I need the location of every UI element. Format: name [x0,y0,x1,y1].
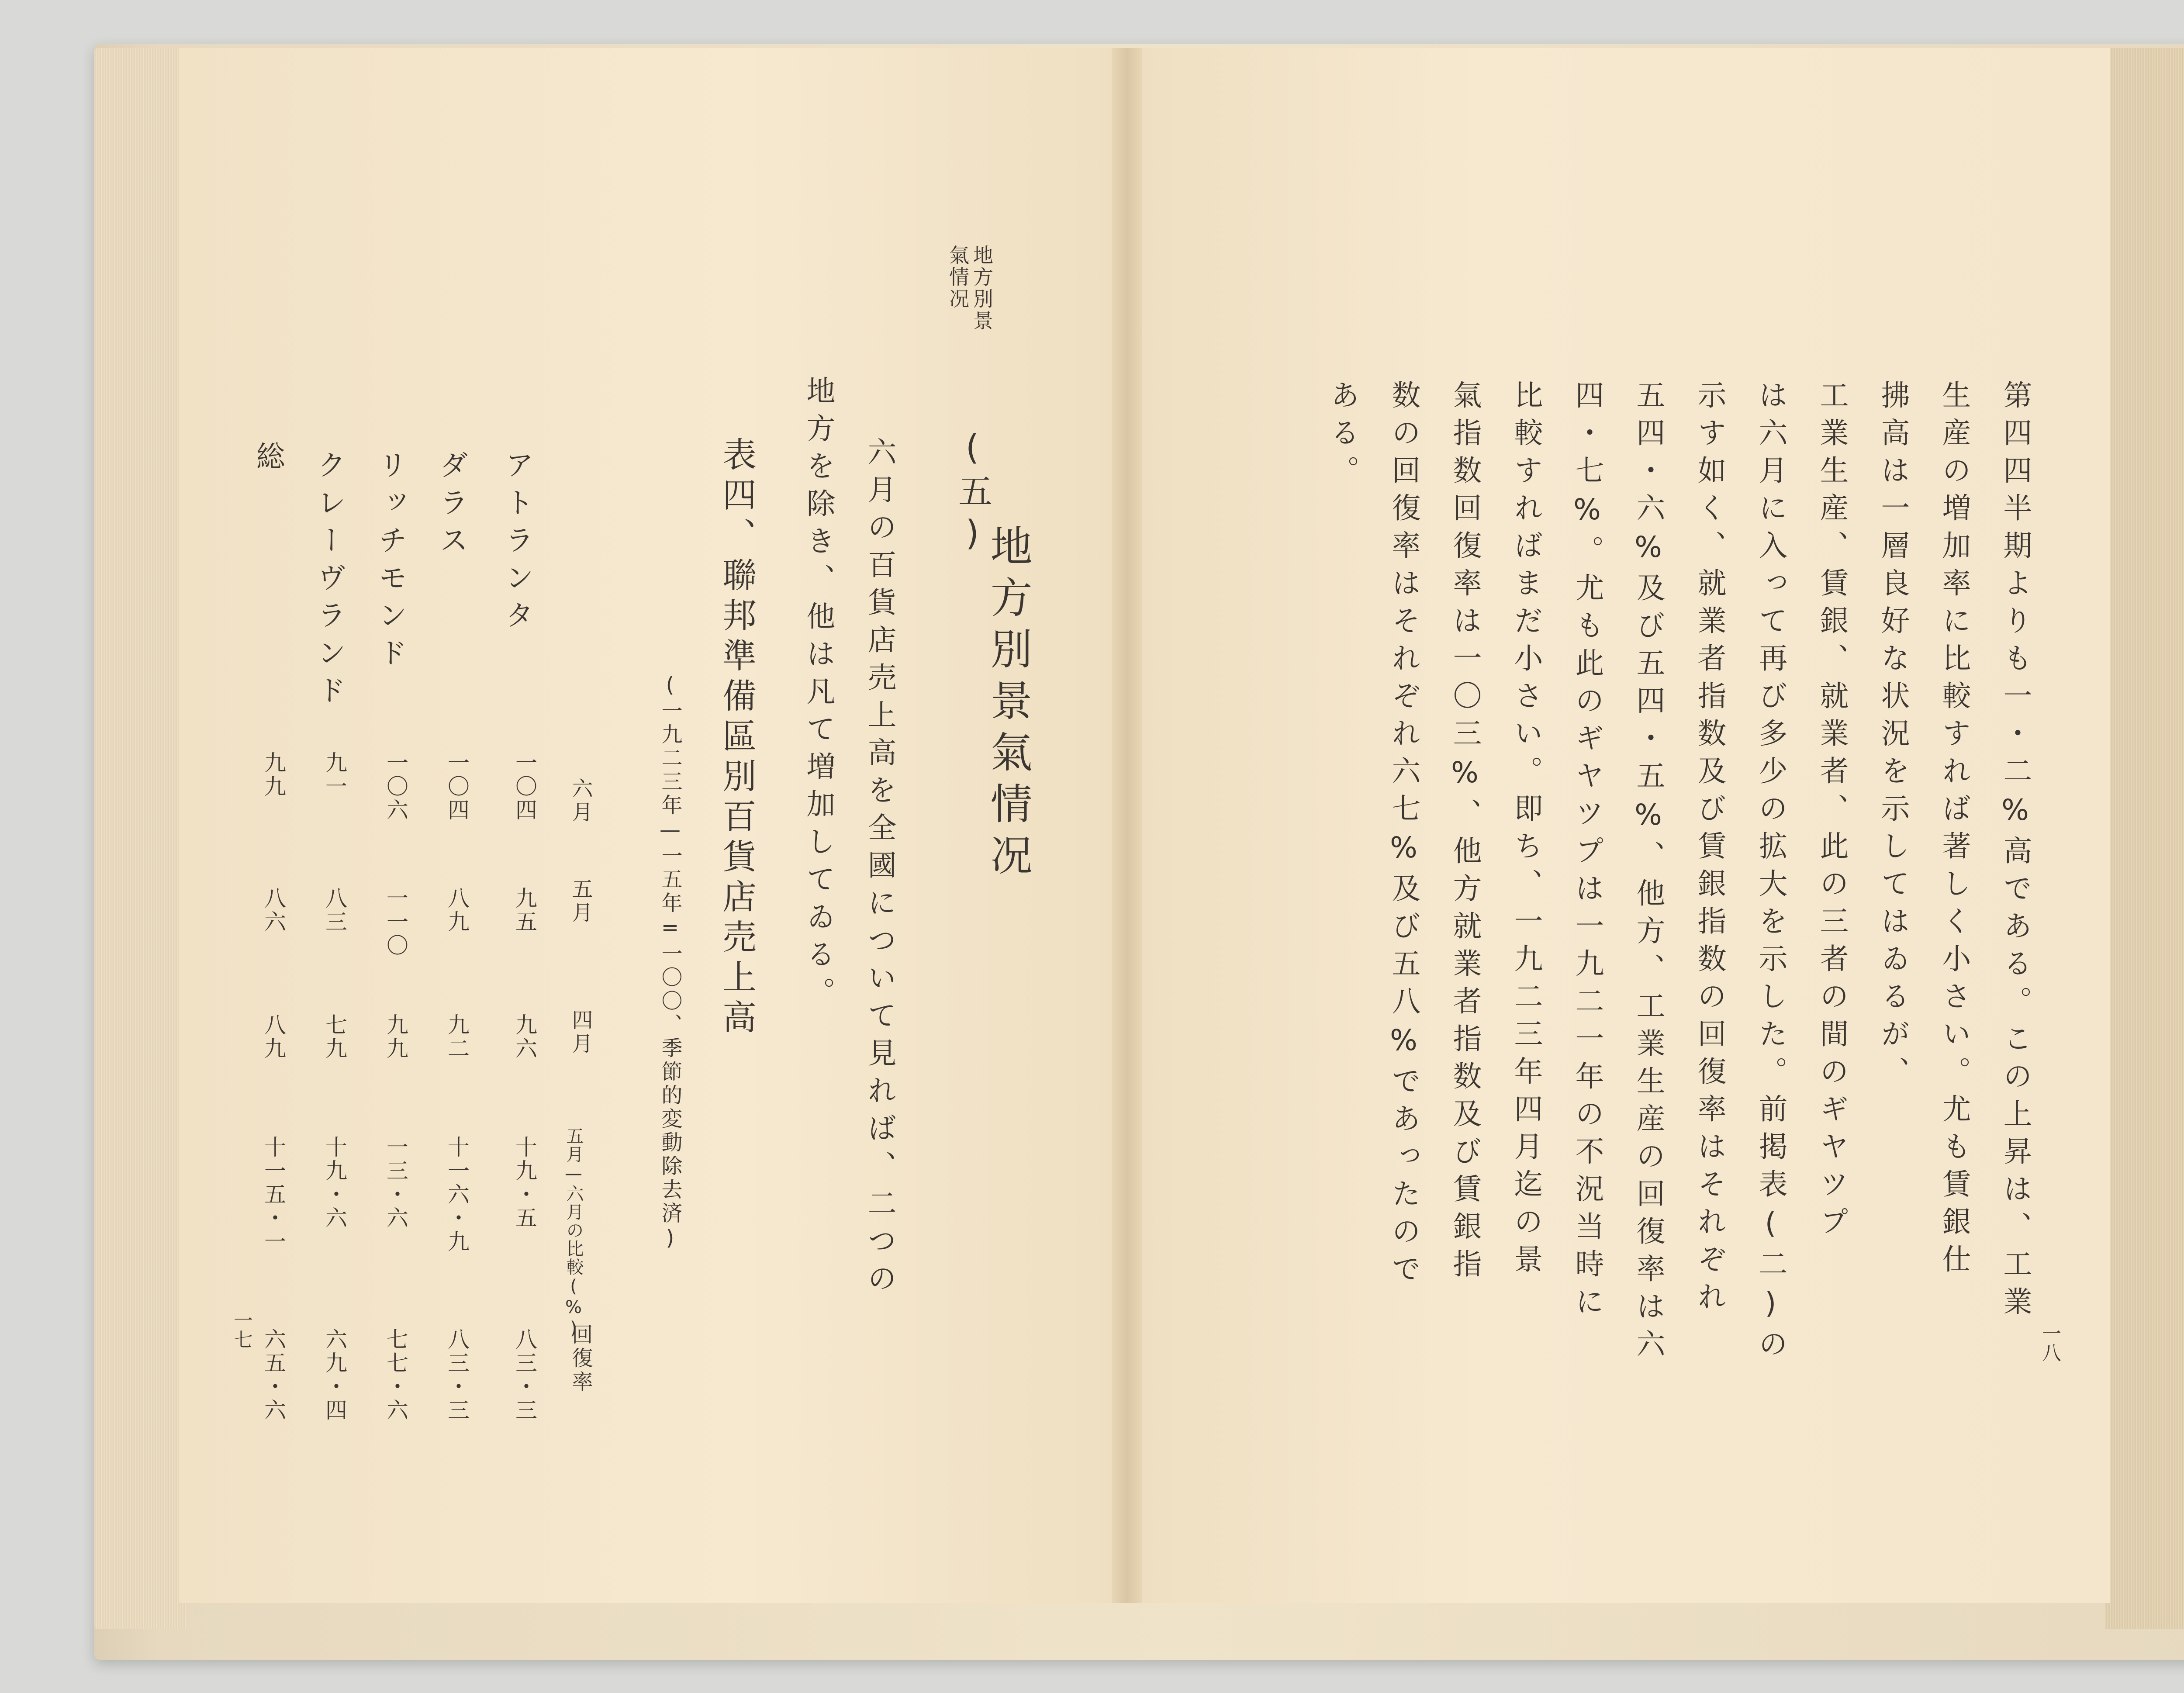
body-line-4: 工業生産、賃銀、就業者、此の三者の間のギヤツプ [1815,380,1849,1244]
table-subtitle: (一九二三年—一五年=一〇〇、季節的変動除去済) [658,673,682,1253]
body-line-11: 数の回復率はそれぞれ六七%及び五八%であったので [1387,380,1420,1291]
table-title: 表四、聯邦準備區別百貨店売上高 [717,437,756,1040]
table-cell: 一一〇 [383,887,408,957]
table-row-region: 総 [251,441,285,479]
body-line-1: 第四四半期よりも一・二%高である。この上昇は、工業 [1998,380,2032,1324]
table-cell: 十一六・九 [444,1136,470,1254]
table-cell: 八六 [261,887,286,934]
body-line-5: は六月に入って再び多少の拡大を示した。前掲表(二)の [1754,380,1787,1366]
body-line-12: ある。 [1326,380,1359,493]
table-cell: 九九 [383,1013,408,1061]
table-cell: 九九 [261,751,286,798]
table-cell: 九五 [512,887,537,934]
book-gutter [1112,48,1142,1603]
table-cell: 六九・四 [322,1328,347,1422]
paragraph-line-1: 六月の百貨店売上高を全國について見れば、二つの [863,437,896,1301]
table-cell: 一〇六 [383,751,408,822]
page-edges-left [94,48,186,1629]
table-header-may: 五月 [568,878,593,925]
margin-note-line-1: 地方別景 [970,245,994,332]
table-cell: 一〇四 [512,751,537,822]
table-cell: 一三・六 [383,1136,408,1230]
table-row-region: ダラス [435,450,468,563]
table-row-region: リッチモンド [373,450,407,675]
body-line-10: 氣指数回復率は一〇三%、他方就業者指数及び賃銀指 [1448,380,1482,1286]
body-line-8: 四・七%。尤も此のギヤツプは一九二一年の不況当時に [1570,380,1604,1324]
table-cell: 九二 [444,1013,470,1061]
section-title: 地方別景氣情况 [984,524,1033,885]
table-cell: 八三・三 [444,1328,470,1422]
table-cell: 十九・六 [322,1136,347,1230]
body-line-7: 五四・六%及び五四・五%、他方、工業生産の回復率は六 [1631,380,1665,1366]
body-line-3: 拂高は一層良好な状況を示してはゐるが、 [1876,380,1910,1094]
body-line-9: 比較すればまだ小さい。即ち、一九二三年四月迄の景 [1509,380,1543,1282]
page-number-right: 一八 [2039,1323,2061,1362]
body-line-2: 生産の増加率に比較すれば著しく小さい。尤も賃銀仕 [1937,380,1971,1282]
paragraph-line-2: 地方を除き、他は凡て増加してゐる。 [802,376,835,1014]
table-row-region: クレーヴランド [312,450,346,713]
table-row-region: アトランタ [500,450,534,638]
table-cell: 六五・六 [261,1328,286,1422]
table-cell: 十一五・一 [261,1136,286,1254]
table-header-june: 六月 [568,777,593,825]
body-line-6: 示す如く、就業者指数及び賃銀指数の回復率はそれぞれ [1693,380,1726,1319]
margin-note-line-2: 氣情况 [946,245,970,310]
table-cell: 七七・六 [383,1328,408,1422]
table-cell: 十九・五 [512,1136,537,1230]
table-cell: 九六 [512,1013,537,1061]
table-cell: 八三・三 [512,1328,537,1422]
page-edges-right [2105,48,2184,1629]
table-cell: 一〇四 [444,751,470,822]
section-heading: (五) [953,428,992,559]
table-cell: 九一 [322,751,347,798]
table-cell: 八九 [261,1013,286,1061]
page-number-left: 一七 [230,1310,252,1349]
table-header-recovery-rate: 回復率 [568,1323,593,1394]
table-header-comparison: 五月—六月の比較(%) [563,1127,584,1339]
table-cell: 七九 [322,1013,347,1061]
table-cell: 八九 [444,887,470,934]
table-header-april: 四月 [568,1009,593,1056]
table-cell: 八三 [322,887,347,934]
